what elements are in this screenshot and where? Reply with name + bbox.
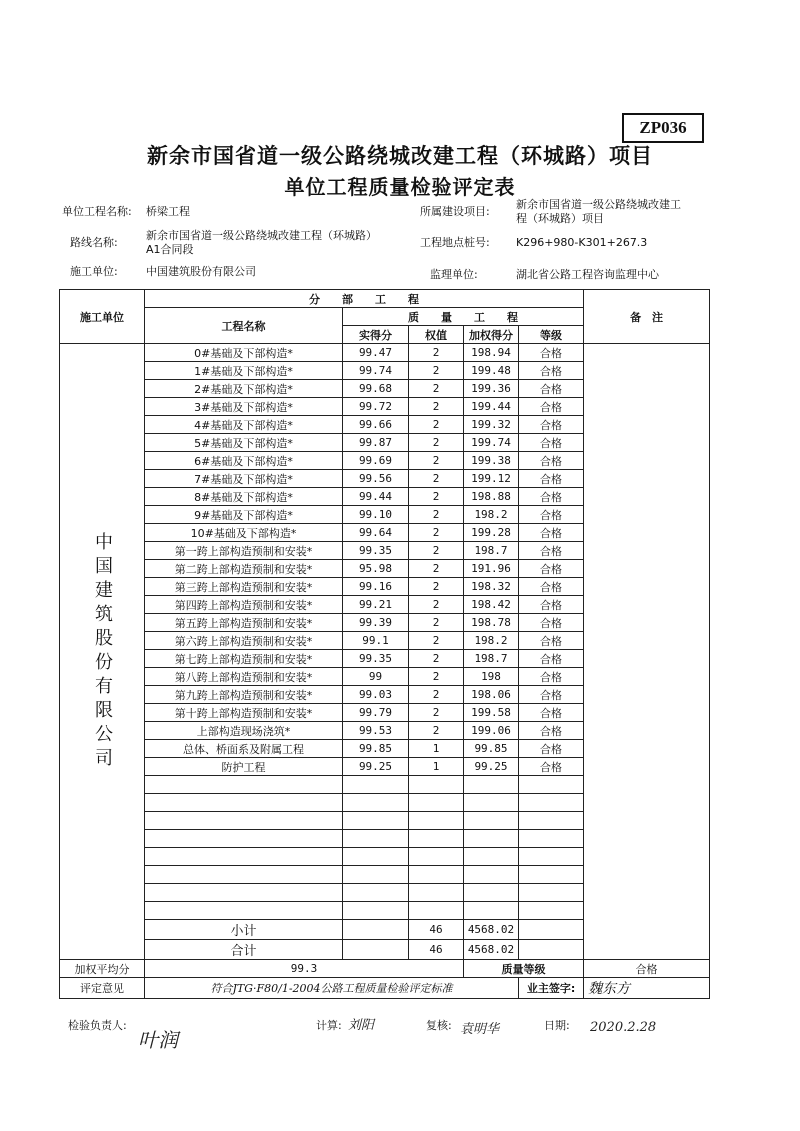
header-weighted-score: 加权得分 xyxy=(464,326,519,344)
form-code: ZP036 xyxy=(622,113,704,143)
empty-cell xyxy=(145,848,343,866)
empty-cell xyxy=(409,830,464,848)
row-weight: 2 xyxy=(409,632,464,650)
row-name: 第三跨上部构造预制和安装* xyxy=(145,578,343,596)
header-grade: 等级 xyxy=(519,326,584,344)
row-name: 第五跨上部构造预制和安装* xyxy=(145,614,343,632)
row-grade: 合格 xyxy=(519,596,584,614)
subtotal-score xyxy=(343,920,409,940)
row-weight: 2 xyxy=(409,542,464,560)
row-score: 99.56 xyxy=(343,470,409,488)
row-name: 第八跨上部构造预制和安装* xyxy=(145,668,343,686)
row-weight: 2 xyxy=(409,596,464,614)
row-name: 第二跨上部构造预制和安装* xyxy=(145,560,343,578)
row-name: 第六跨上部构造预制和安装* xyxy=(145,632,343,650)
average-value: 99.3 xyxy=(145,960,464,978)
row-score: 99.64 xyxy=(343,524,409,542)
row-weighted-score: 198.88 xyxy=(464,488,519,506)
row-name: 第四跨上部构造预制和安装* xyxy=(145,596,343,614)
row-score: 99.74 xyxy=(343,362,409,380)
review-signature: 袁明华 xyxy=(460,1022,500,1037)
empty-cell xyxy=(145,794,343,812)
row-name: 6#基础及下部构造* xyxy=(145,452,343,470)
project-value-line2: 程（环城路）项目 xyxy=(516,212,604,225)
empty-cell xyxy=(464,902,519,920)
row-weighted-score: 191.96 xyxy=(464,560,519,578)
empty-cell xyxy=(343,776,409,794)
unit-name-value: 桥梁工程 xyxy=(146,205,190,218)
row-score: 99.21 xyxy=(343,596,409,614)
empty-cell xyxy=(343,848,409,866)
row-name: 10#基础及下部构造* xyxy=(145,524,343,542)
row-name: 第十跨上部构造预制和安装* xyxy=(145,704,343,722)
empty-cell xyxy=(519,884,584,902)
header-unit: 施工单位 xyxy=(60,290,145,344)
unit-name-label: 单位工程名称: xyxy=(62,205,132,218)
average-label: 加权平均分 xyxy=(60,960,145,978)
row-weighted-score: 199.06 xyxy=(464,722,519,740)
row-weighted-score: 198.7 xyxy=(464,650,519,668)
row-name: 防护工程 xyxy=(145,758,343,776)
total-weighted-score: 4568.02 xyxy=(464,940,519,960)
quality-grade-label: 质量等级 xyxy=(464,960,584,978)
row-name: 上部构造现场浇筑* xyxy=(145,722,343,740)
empty-cell xyxy=(464,830,519,848)
owner-signature: 魏东方 xyxy=(584,978,710,999)
row-grade: 合格 xyxy=(519,740,584,758)
row-weight: 2 xyxy=(409,344,464,362)
row-weight: 2 xyxy=(409,686,464,704)
row-weight: 2 xyxy=(409,470,464,488)
inspector-signature: 叶润 xyxy=(138,1028,178,1052)
row-score: 95.98 xyxy=(343,560,409,578)
header-subproject: 分 部 工 程 xyxy=(145,290,584,308)
empty-cell xyxy=(145,830,343,848)
contractor-label: 施工单位: xyxy=(70,265,118,278)
quality-table xyxy=(59,289,710,999)
row-grade: 合格 xyxy=(519,560,584,578)
empty-cell xyxy=(409,776,464,794)
header-weight: 权值 xyxy=(409,326,464,344)
row-name: 3#基础及下部构造* xyxy=(145,398,343,416)
row-name: 总体、桥面系及附属工程 xyxy=(145,740,343,758)
header-remark: 备 注 xyxy=(584,290,710,344)
row-score: 99.16 xyxy=(343,578,409,596)
empty-cell xyxy=(519,902,584,920)
opinion-row xyxy=(60,978,710,999)
contractor-vertical-text: 中国建筑股份有限公司 xyxy=(92,531,113,772)
empty-cell xyxy=(464,884,519,902)
table-row xyxy=(60,344,710,362)
opinion-label: 评定意见 xyxy=(60,978,145,999)
empty-cell xyxy=(409,794,464,812)
empty-cell xyxy=(409,902,464,920)
row-grade: 合格 xyxy=(519,686,584,704)
empty-cell xyxy=(464,776,519,794)
row-name: 9#基础及下部构造* xyxy=(145,506,343,524)
owner-sign-label: 业主签字: xyxy=(519,978,584,999)
empty-cell xyxy=(343,830,409,848)
row-name: 第一跨上部构造预制和安装* xyxy=(145,542,343,560)
row-score: 99.53 xyxy=(343,722,409,740)
row-grade: 合格 xyxy=(519,362,584,380)
supervisor-label: 监理单位: xyxy=(430,268,478,281)
route-value-line1: 新余市国省道一级公路绕城改建工程（环城路） xyxy=(146,229,377,242)
row-grade: 合格 xyxy=(519,506,584,524)
empty-cell xyxy=(343,902,409,920)
inspector-label: 检验负责人: xyxy=(68,1019,127,1032)
date-label: 日期: xyxy=(544,1019,570,1032)
row-weighted-score: 198.94 xyxy=(464,344,519,362)
row-grade: 合格 xyxy=(519,398,584,416)
row-score: 99.66 xyxy=(343,416,409,434)
row-weighted-score: 198.42 xyxy=(464,596,519,614)
row-weight: 2 xyxy=(409,560,464,578)
empty-cell xyxy=(519,812,584,830)
empty-cell xyxy=(464,794,519,812)
empty-cell xyxy=(343,866,409,884)
total-score xyxy=(343,940,409,960)
contractor-vertical xyxy=(60,344,145,960)
row-weight: 2 xyxy=(409,416,464,434)
row-weight: 2 xyxy=(409,362,464,380)
total-label: 合计 xyxy=(145,940,343,960)
empty-cell xyxy=(409,884,464,902)
header-name: 工程名称 xyxy=(145,308,343,344)
row-score: 99.03 xyxy=(343,686,409,704)
row-weighted-score: 198 xyxy=(464,668,519,686)
route-value-line2: A1合同段 xyxy=(146,243,194,256)
row-name: 1#基础及下部构造* xyxy=(145,362,343,380)
empty-cell xyxy=(519,776,584,794)
review-label: 复核: xyxy=(426,1019,452,1032)
row-weight: 2 xyxy=(409,506,464,524)
row-weighted-score: 198.7 xyxy=(464,542,519,560)
empty-cell xyxy=(343,884,409,902)
subtotal-grade xyxy=(519,920,584,940)
row-weighted-score: 199.38 xyxy=(464,452,519,470)
empty-cell xyxy=(519,848,584,866)
row-name: 7#基础及下部构造* xyxy=(145,470,343,488)
row-name: 4#基础及下部构造* xyxy=(145,416,343,434)
row-grade: 合格 xyxy=(519,614,584,632)
opinion-text: 符合JTG·F80/1-2004公路工程质量检验评定标准 xyxy=(145,978,519,999)
row-score: 99 xyxy=(343,668,409,686)
row-weighted-score: 199.44 xyxy=(464,398,519,416)
row-weighted-score: 99.25 xyxy=(464,758,519,776)
row-weight: 2 xyxy=(409,434,464,452)
row-grade: 合格 xyxy=(519,380,584,398)
row-score: 99.44 xyxy=(343,488,409,506)
document-subtitle: 单位工程质量检验评定表 xyxy=(284,175,516,199)
empty-cell xyxy=(145,884,343,902)
row-weighted-score: 199.28 xyxy=(464,524,519,542)
row-weighted-score: 199.74 xyxy=(464,434,519,452)
row-weight: 1 xyxy=(409,758,464,776)
empty-cell xyxy=(519,794,584,812)
row-grade: 合格 xyxy=(519,578,584,596)
row-score: 99.35 xyxy=(343,542,409,560)
calc-label: 计算: xyxy=(316,1019,342,1032)
row-name: 第七跨上部构造预制和安装* xyxy=(145,650,343,668)
row-weight: 2 xyxy=(409,722,464,740)
row-name: 2#基础及下部构造* xyxy=(145,380,343,398)
date-value: 2020.2.28 xyxy=(590,1020,657,1035)
row-name: 8#基础及下部构造* xyxy=(145,488,343,506)
row-weight: 2 xyxy=(409,614,464,632)
row-weighted-score: 199.36 xyxy=(464,380,519,398)
row-weighted-score: 199.12 xyxy=(464,470,519,488)
empty-cell xyxy=(409,866,464,884)
row-name: 0#基础及下部构造* xyxy=(145,344,343,362)
row-score: 99.85 xyxy=(343,740,409,758)
subtotal-weighted-score: 4568.02 xyxy=(464,920,519,940)
row-weight: 2 xyxy=(409,524,464,542)
empty-cell xyxy=(519,866,584,884)
empty-cell xyxy=(343,794,409,812)
empty-cell xyxy=(343,812,409,830)
row-weight: 2 xyxy=(409,704,464,722)
row-score: 99.39 xyxy=(343,614,409,632)
row-grade: 合格 xyxy=(519,434,584,452)
subtotal-label: 小计 xyxy=(145,920,343,940)
row-grade: 合格 xyxy=(519,758,584,776)
row-weight: 2 xyxy=(409,668,464,686)
empty-cell xyxy=(519,830,584,848)
supervisor-value: 湖北省公路工程咨询监理中心 xyxy=(516,268,659,281)
empty-cell xyxy=(145,902,343,920)
row-score: 99.47 xyxy=(343,344,409,362)
row-weighted-score: 99.85 xyxy=(464,740,519,758)
row-weighted-score: 198.78 xyxy=(464,614,519,632)
row-weighted-score: 198.06 xyxy=(464,686,519,704)
subtotal-weight: 46 xyxy=(409,920,464,940)
row-weight: 2 xyxy=(409,578,464,596)
row-grade: 合格 xyxy=(519,722,584,740)
row-score: 99.35 xyxy=(343,650,409,668)
location-label: 工程地点桩号: xyxy=(420,236,490,249)
row-score: 99.72 xyxy=(343,398,409,416)
row-score: 99.10 xyxy=(343,506,409,524)
row-score: 99.25 xyxy=(343,758,409,776)
contractor-value: 中国建筑股份有限公司 xyxy=(146,265,256,278)
row-weight: 2 xyxy=(409,380,464,398)
row-grade: 合格 xyxy=(519,650,584,668)
row-score: 99.87 xyxy=(343,434,409,452)
row-grade: 合格 xyxy=(519,416,584,434)
empty-cell xyxy=(145,812,343,830)
row-weighted-score: 198.2 xyxy=(464,506,519,524)
total-grade xyxy=(519,940,584,960)
empty-cell xyxy=(145,866,343,884)
row-grade: 合格 xyxy=(519,668,584,686)
project-value-line1: 新余市国省道一级公路绕城改建工 xyxy=(516,198,681,211)
row-grade: 合格 xyxy=(519,470,584,488)
row-score: 99.68 xyxy=(343,380,409,398)
row-weighted-score: 199.32 xyxy=(464,416,519,434)
quality-grade-value: 合格 xyxy=(584,960,710,978)
row-weighted-score: 198.32 xyxy=(464,578,519,596)
empty-cell xyxy=(409,812,464,830)
row-grade: 合格 xyxy=(519,452,584,470)
row-weighted-score: 199.58 xyxy=(464,704,519,722)
row-weighted-score: 198.2 xyxy=(464,632,519,650)
remark-cell xyxy=(584,344,710,960)
row-grade: 合格 xyxy=(519,524,584,542)
location-value: K296+980-K301+267.3 xyxy=(516,236,648,249)
row-weight: 2 xyxy=(409,650,464,668)
average-row xyxy=(60,960,710,978)
empty-cell xyxy=(464,848,519,866)
row-weight: 2 xyxy=(409,488,464,506)
row-grade: 合格 xyxy=(519,704,584,722)
empty-cell xyxy=(145,776,343,794)
project-label: 所属建设项目: xyxy=(420,205,490,218)
total-weight: 46 xyxy=(409,940,464,960)
header-score: 实得分 xyxy=(343,326,409,344)
row-weight: 2 xyxy=(409,398,464,416)
row-name: 第九跨上部构造预制和安装* xyxy=(145,686,343,704)
row-grade: 合格 xyxy=(519,344,584,362)
route-label: 路线名称: xyxy=(70,236,118,249)
row-grade: 合格 xyxy=(519,488,584,506)
row-weight: 1 xyxy=(409,740,464,758)
empty-cell xyxy=(464,866,519,884)
row-name: 5#基础及下部构造* xyxy=(145,434,343,452)
empty-cell xyxy=(464,812,519,830)
row-weight: 2 xyxy=(409,452,464,470)
document-title: 新余市国省道一级公路绕城改建工程（环城路）项目 xyxy=(147,144,653,168)
calc-signature: 刘阳 xyxy=(348,1018,375,1033)
row-score: 99.79 xyxy=(343,704,409,722)
row-score: 99.1 xyxy=(343,632,409,650)
row-weighted-score: 199.48 xyxy=(464,362,519,380)
row-grade: 合格 xyxy=(519,632,584,650)
row-score: 99.69 xyxy=(343,452,409,470)
row-grade: 合格 xyxy=(519,542,584,560)
empty-cell xyxy=(409,848,464,866)
header-quality: 质 量 工 程 xyxy=(343,308,584,326)
